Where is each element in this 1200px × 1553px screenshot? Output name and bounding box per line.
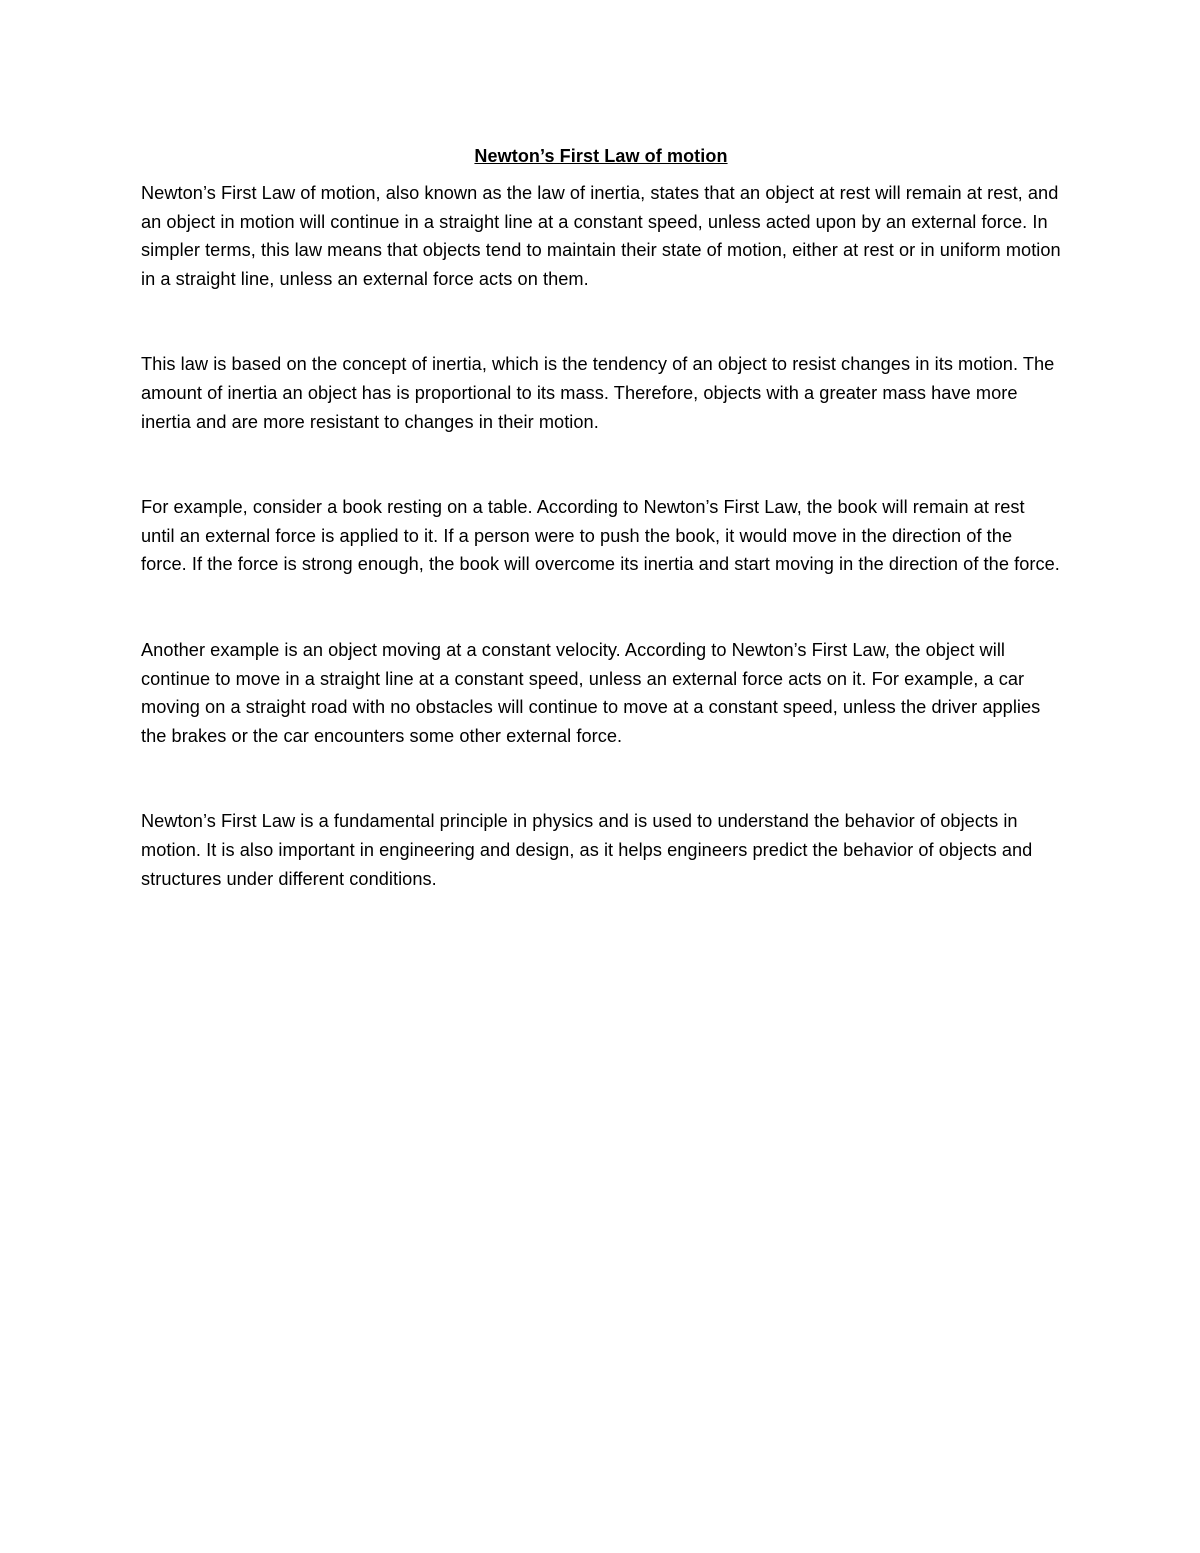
paragraph-velocity-example: Another example is an object moving at a constant velocity. According to Newton’s First Law, the object will continue to move in a straight line at a constant speed, unless an external force acts on it. For example, a car moving on a straight road with no obstacles will continue to move at a constant speed, unless the driver applies the brakes or the car encounters some other external force.: [141, 639, 1041, 746]
paragraph-book-example: For example, consider a book resting on a table. According to Newton’s First Law, the book will remain at rest until an external force is applied to it. If a person were to push the book, it would move in the direction of the force. If the force is strong enough, the book will overcome its inertia and start moving in the direction of the force.: [141, 497, 1060, 575]
document-title: Newton’s First Law of motion: [474, 146, 728, 166]
paragraph-introduction: Newton’s First Law of motion, also known as the law of inertia, states that an object at rest will remain at rest, and an object in motion will continue in a straight line at a constant speed, unless acted upon by an external force. In simpler terms, this law means that objects tend to maintain their state of motion, either at rest or in uniform motion in a straight line, unless an external force acts on them.: [141, 183, 1061, 289]
paragraph-conclusion: Newton’s First Law is a fundamental principle in physics and is used to understand the behavior of objects in motion. It is also important in engineering and design, as it helps engineers predict the behavior of objects and structures under different conditions.: [141, 811, 1033, 889]
document-body: [141, 142, 1061, 950]
paragraph-inertia-concept: This law is based on the concept of inertia, which is the tendency of an object to resist changes in its motion. The amount of inertia an object has is proportional to its mass. Therefore, objects with a greater mass have more inertia and are more resistant to changes in their motion.: [141, 354, 1055, 432]
